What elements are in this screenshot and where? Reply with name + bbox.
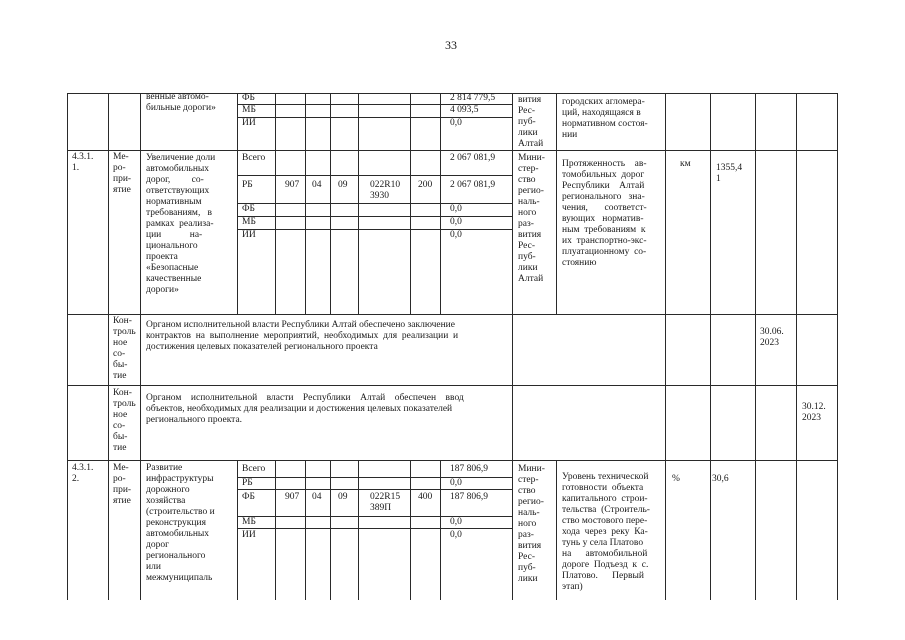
top-row-name: венные автомо- бильные дороги» [146, 92, 216, 113]
row-4312-source-rb: РБ [242, 478, 253, 488]
row-4312-unit: % [672, 474, 680, 484]
row-4312-amount-ii: 0,0 [450, 530, 462, 540]
row-4311-code-csr: 022R10 3930 [370, 180, 401, 201]
row-4312-amount-fb: 187 806,9 [450, 492, 488, 502]
row-4311-source-ii: ИИ [242, 230, 256, 240]
row-4312-source-ii: ИИ [242, 530, 256, 540]
row-4311-type: Ме- ро- при- ятие [113, 152, 132, 195]
row-4312-executor: Мини- стер- ство регио- наль- ного раз- вития Рес- пуб- лики [518, 464, 545, 584]
row-4312-number: 4.3.1. 2. [72, 463, 94, 484]
row-4311-source-mb: МБ [242, 217, 256, 227]
event-1-type: Кон- троль ное со- бы- тие [113, 316, 136, 381]
row-4311-source-fb: ФБ [242, 204, 255, 214]
row-4311-amount-ii: 0,0 [450, 230, 462, 240]
row-4312-value: 30,6 [712, 474, 729, 484]
row-4312-code-grbs: 907 [285, 492, 300, 502]
event-1-text: Органом исполнительной власти Республики Алтай обеспечено заключение контрактов на выполнение мероприятий, необходимых для реализации и достижения целевых показателей регионального проекта [146, 320, 459, 352]
row-4311-amount-rb: 2 067 081,9 [450, 180, 496, 190]
row-4312-code-rz: 04 [312, 492, 322, 502]
row-4311-number: 4.3.1. 1. [72, 152, 94, 173]
row-4311-value: 1355,4 1 [716, 163, 743, 184]
row-4312-type: Ме- ро- при- ятие [113, 463, 132, 506]
row-4311-indicator: Протяженность ав- томобильных дорог Республики Алтай регионального зна- чения, соответст- вующих норматив- ным требованиям к их транспортно-экс- плуатационному со- стоянию [562, 159, 647, 268]
row-4312-amount-mb: 0,0 [450, 517, 462, 527]
row-4312-source-mb: МБ [242, 517, 256, 527]
event-2-date: 30.12. 2023 [802, 402, 826, 423]
row-4311-unit: км [680, 159, 691, 169]
row-4311-code-grbs: 907 [285, 180, 300, 190]
row-4311-code-rz: 04 [312, 180, 322, 190]
row-4312-code-vr: 400 [418, 492, 433, 502]
row-4311-source-rb: РБ [242, 180, 253, 190]
row-4311-executor: Мини- стер- ство регио- наль- ного раз- вития Рес- пуб- лики Алтай [518, 153, 545, 284]
row-4311-amount-total: 2 067 081,9 [450, 153, 496, 163]
page-number: 33 [445, 38, 457, 52]
row-4311-source-total: Всего [242, 153, 266, 163]
row-4311-amount-mb: 0,0 [450, 217, 462, 227]
row-4312-source-total: Всего [242, 464, 266, 474]
top-amount-ii: 0,0 [450, 118, 462, 128]
event-1-date: 30.06. 2023 [760, 327, 784, 348]
top-executor: вития Рес- пуб- лики Алтай [518, 95, 544, 149]
row-4312-amount-rb: 0,0 [450, 478, 462, 488]
top-source-ii: ИИ [242, 118, 256, 128]
top-source-fb: ФБ [242, 93, 255, 103]
top-source-mb: МБ [242, 105, 256, 115]
row-4312-indicator: Уровень технической готовности объекта капитального строи- тельства (Строитель- ство мостового пере- хода через реку Ка- тунь у села Платово на автомобильной дороге Подъезд к с. Платово. Первый этап) [562, 472, 650, 592]
top-amount-fb: 2 814 779,5 [450, 93, 496, 103]
row-4311-name: Увеличение доли автомобильных дорог, со- ответствующих нормативным требованиям, в рамках реализа- ции на- ционального проекта «Безопасные качественные дороги» [146, 153, 216, 295]
row-4312-amount-total: 187 806,9 [450, 464, 488, 474]
event-2-text: Органом исполнительной власти Республики Алтай обеспечен ввод объектов, необходимых для реализации и достижения целевых показателей регионального проекта. [146, 393, 464, 425]
row-4312-name: Развитие инфраструктуры дорожного хозяйства (строительство и реконструкция автомобильных дорог регионального или межмуниципаль [146, 463, 215, 583]
row-4312-code-pr: 09 [338, 492, 348, 502]
top-indicator: городских агломера- ций, находящаяся в нормативном состоя- нии [562, 97, 648, 140]
event-2-type: Кон- троль ное со- бы- тие [113, 388, 136, 453]
row-4312-code-csr: 022R15 389П [370, 492, 401, 513]
row-4311-code-pr: 09 [338, 180, 348, 190]
row-4312-source-fb: ФБ [242, 492, 255, 502]
row-4311-amount-fb: 0,0 [450, 204, 462, 214]
row-4311-code-vr: 200 [418, 180, 433, 190]
top-amount-mb: 4 093,5 [450, 105, 479, 115]
